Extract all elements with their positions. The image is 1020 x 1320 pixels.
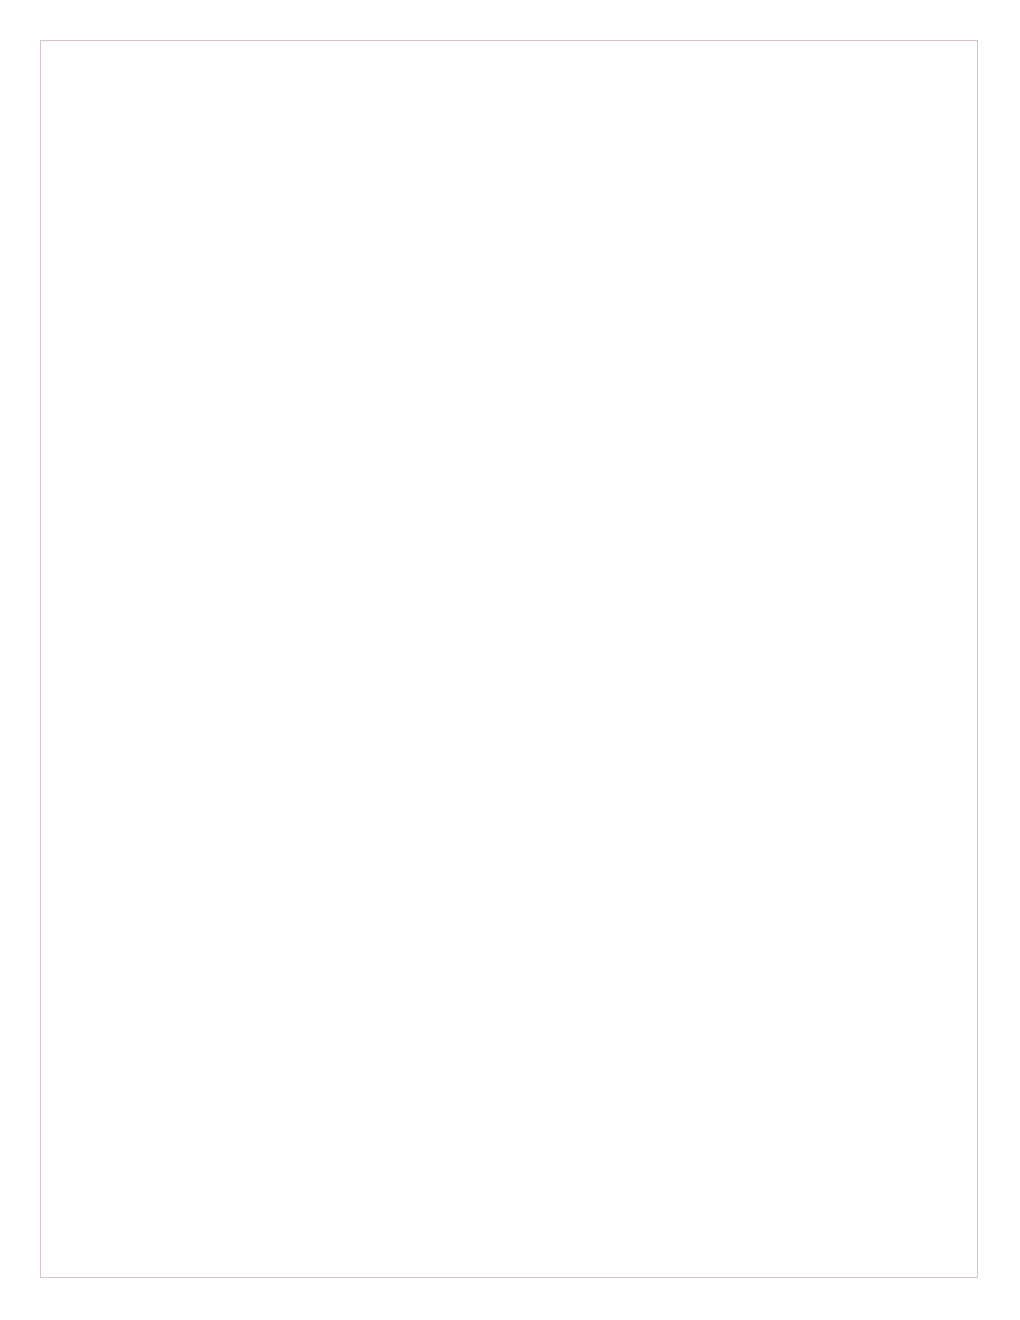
border-ornament-bottom <box>44 1264 974 1276</box>
border-ornament-right <box>966 56 978 1262</box>
border-ornament-left <box>41 56 53 1262</box>
border-ornament-top <box>44 41 974 53</box>
page-border <box>40 40 978 1278</box>
